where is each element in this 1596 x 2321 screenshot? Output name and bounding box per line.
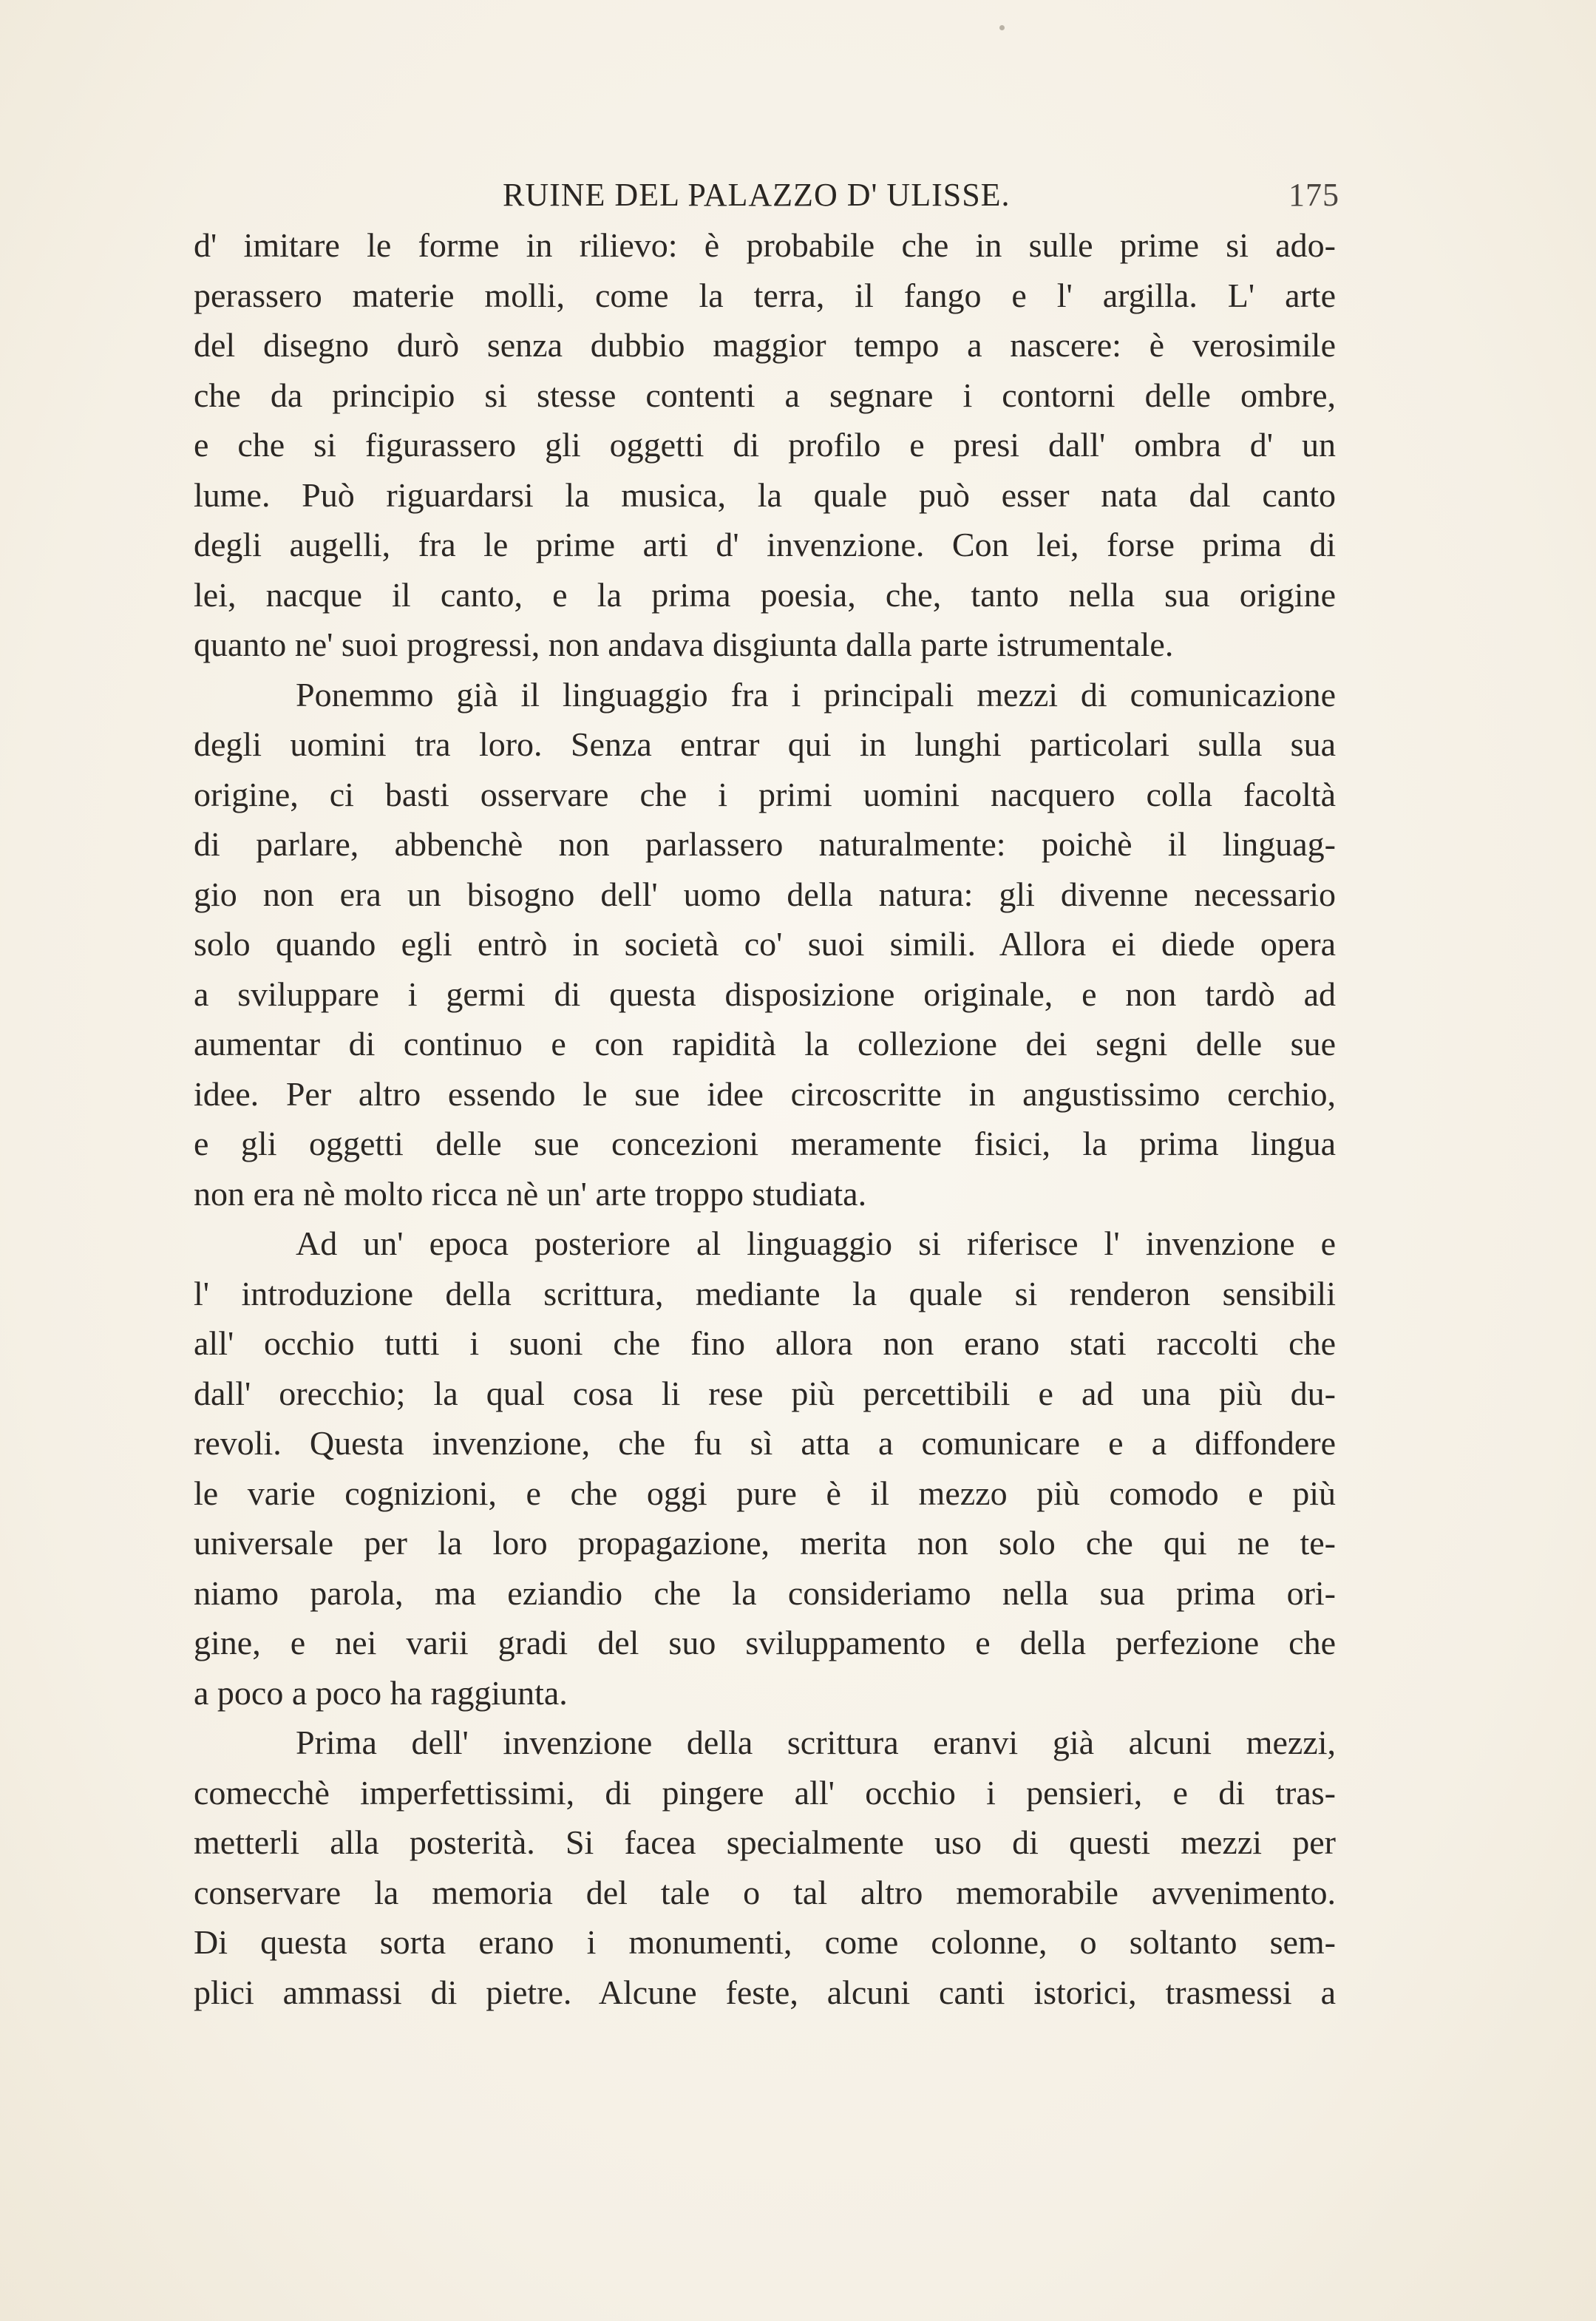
text-line: di parlare, abbenchè non parlassero naturalmente: poichè il linguag- xyxy=(194,825,1336,863)
paragraph-start-line: Ad un' epoca posteriore al linguaggio si riferisce l' invenzione e xyxy=(296,1224,1336,1262)
text-line: non era nè molto ricca nè un' arte troppo studiata. xyxy=(194,1174,867,1213)
paragraph-start-line: Ponemmo già il linguaggio fra i principali mezzi di comunicazione xyxy=(296,675,1336,714)
text-line: a poco a poco ha raggiunta. xyxy=(194,1673,568,1712)
running-head xyxy=(194,172,1347,223)
text-line: universale per la loro propagazione, merita non solo che qui ne te- xyxy=(194,1524,1336,1562)
text-line: degli uomini tra loro. Senza entrar qui in lunghi particolari sulla sua xyxy=(194,725,1336,763)
text-line: metterli alla posterità. Si facea specialmente uso di questi mezzi per xyxy=(194,1823,1336,1861)
text-line: quanto ne' suoi progressi, non andava disgiunta dalla parte istrumentale. xyxy=(194,626,1174,663)
text-line: degli augelli, fra le prime arti d' invenzione. Con lei, forse prima di xyxy=(194,526,1336,563)
text-line: niamo parola, ma eziandio che la consideriamo nella sua prima ori- xyxy=(194,1573,1336,1612)
body-text xyxy=(194,220,1336,2017)
text-line: solo quando egli entrò in società co' suoi simili. Allora ei diede opera xyxy=(194,925,1336,963)
text-line: lei, nacque il canto, e la prima poesia, che, tanto nella sua origine xyxy=(194,575,1336,614)
text-line: l' introduzione della scrittura, mediante la quale si renderon sensibili xyxy=(194,1274,1336,1312)
text-line: all' occhio tutti i suoni che fino allora non erano stati raccolti che xyxy=(194,1324,1336,1362)
text-line: plici ammassi di pietre. Alcune feste, alcuni canti istorici, trasmessi a xyxy=(194,1973,1336,2011)
text-line: lume. Può riguardarsi la musica, la quale può esser nata dal canto xyxy=(194,475,1336,514)
text-line: idee. Per altro essendo le sue idee circoscritte in angustissimo cerchio, xyxy=(194,1074,1336,1113)
text-line: comecchè imperfettissimi, di pingere all' occhio i pensieri, e di tras- xyxy=(194,1773,1336,1812)
text-line: del disegno durò senza dubbio maggior tempo a nascere: è verosimile xyxy=(194,326,1336,364)
page-number: 175 xyxy=(1288,177,1339,213)
text-line: d' imitare le forme in rilievo: è probabile che in sulle prime si ado- xyxy=(194,226,1336,264)
running-title: RUINE DEL PALAZZO D' ULISSE. xyxy=(503,177,1011,213)
text-line: le varie cognizioni, e che oggi pure è il mezzo più comodo e più xyxy=(194,1474,1336,1512)
text-line: gine, e nei varii gradi del suo sviluppamento e della perfezione che xyxy=(194,1624,1336,1661)
text-line: conservare la memoria del tale o tal altro memorabile avvenimento. xyxy=(194,1873,1336,1911)
text-line: aumentar di continuo e con rapidità la collezione dei segni delle sue xyxy=(194,1025,1336,1063)
paper-speck xyxy=(999,25,1005,30)
text-line: e che si figurassero gli oggetti di profilo e presi dall' ombra d' un xyxy=(194,426,1336,464)
text-line: che da principio si stesse contenti a segnare i contorni delle ombre, xyxy=(194,376,1336,414)
paragraph-start-line: Prima dell' invenzione della scrittura eranvi già alcuni mezzi, xyxy=(296,1724,1336,1761)
text-line: gio non era un bisogno dell' uomo della natura: gli divenne necessario xyxy=(194,875,1336,913)
text-line: e gli oggetti delle sue concezioni meramente fisici, la prima lingua xyxy=(194,1125,1336,1162)
text-line: revoli. Questa invenzione, che fu sì atta a comunicare e a diffondere xyxy=(194,1424,1336,1462)
text-line: perassero materie molli, come la terra, il fango e l' argilla. L' arte xyxy=(194,276,1336,314)
text-line: Di questa sorta erano i monumenti, come colonne, o soltanto sem- xyxy=(194,1923,1336,1961)
text-line: dall' orecchio; la qual cosa li rese più percettibili e ad una più du- xyxy=(194,1374,1336,1412)
text-line: a sviluppare i germi di questa disposizione originale, e non tardò ad xyxy=(194,975,1336,1013)
text-line: origine, ci basti osservare che i primi uomini nacquero colla facoltà xyxy=(194,775,1336,813)
